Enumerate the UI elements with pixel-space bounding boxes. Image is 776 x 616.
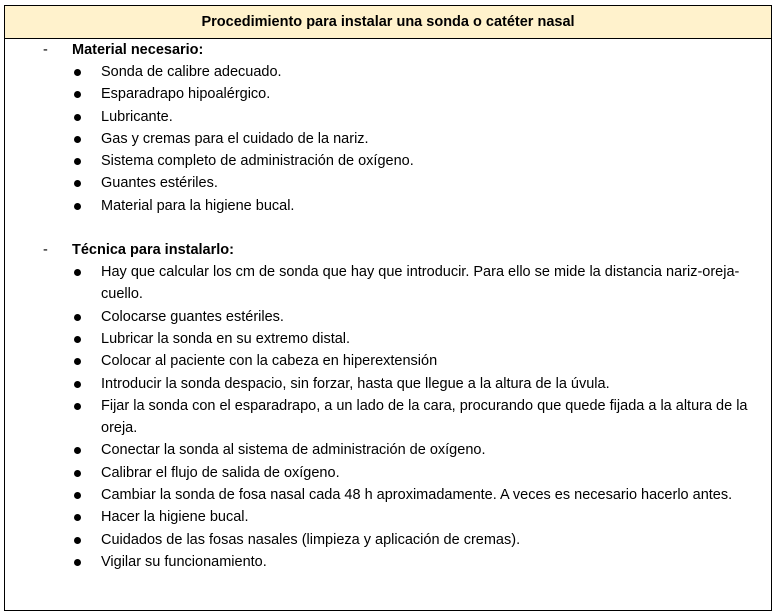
section-technique bbox=[5, 239, 771, 573]
procedure-table bbox=[4, 5, 772, 611]
list-item-text: Colocarse guantes estériles. bbox=[101, 308, 284, 325]
list-item bbox=[5, 373, 771, 395]
material-list bbox=[5, 61, 771, 217]
bullet-dot-icon bbox=[74, 136, 81, 143]
bullet-dot-icon bbox=[74, 514, 81, 521]
list-item-text: Cambiar la sonda de fosa nasal cada 48 h aproximadamente. A veces es necesario hacerlo antes. bbox=[101, 487, 733, 504]
table-body bbox=[5, 39, 771, 573]
list-item-text: Esparadrapo hipoalérgico. bbox=[101, 86, 271, 103]
section-material bbox=[5, 39, 771, 217]
section-heading bbox=[5, 239, 771, 261]
list-item bbox=[5, 395, 771, 440]
technique-list bbox=[5, 261, 771, 573]
list-item-text: Introducir la sonda despacio, sin forzar, hasta que llegue a la altura de la úvula. bbox=[101, 375, 610, 392]
list-item-text: Sistema completo de administración de oxígeno. bbox=[101, 153, 414, 170]
section-heading bbox=[5, 39, 771, 61]
list-item bbox=[5, 306, 771, 328]
page-title: Procedimiento para instalar una sonda o catéter nasal bbox=[201, 14, 575, 30]
list-item bbox=[5, 195, 771, 217]
bullet-dot-icon bbox=[74, 114, 81, 121]
table-header bbox=[5, 6, 771, 39]
list-item-text: Gas y cremas para el cuidado de la nariz. bbox=[101, 130, 369, 147]
section-title-material: Material necesario: bbox=[72, 42, 204, 58]
list-item bbox=[5, 83, 771, 105]
list-item bbox=[5, 350, 771, 372]
list-item bbox=[5, 128, 771, 150]
list-item bbox=[5, 462, 771, 484]
bullet-dot-icon bbox=[74, 358, 81, 365]
list-item-text: Material para la higiene bucal. bbox=[101, 197, 295, 214]
list-item-text: Cuidados de las fosas nasales (limpieza y aplicación de cremas). bbox=[101, 531, 521, 548]
list-item bbox=[5, 506, 771, 528]
section-title-technique: Técnica para instalarlo: bbox=[72, 242, 234, 259]
list-item-text: Fijar la sonda con el esparadrapo, a un lado de la cara, procurando que quede fijada a la altura de la oreja. bbox=[101, 397, 748, 437]
list-item bbox=[5, 439, 771, 461]
list-item bbox=[5, 61, 771, 83]
list-item-text: Guantes estériles. bbox=[101, 175, 218, 192]
dash-marker: - bbox=[43, 242, 48, 259]
list-item bbox=[5, 484, 771, 506]
bullet-dot-icon bbox=[74, 470, 81, 477]
dash-marker: - bbox=[43, 42, 48, 58]
list-item bbox=[5, 261, 771, 306]
list-item-text: Hacer la higiene bucal. bbox=[101, 509, 249, 526]
bullet-dot-icon bbox=[74, 403, 81, 410]
bullet-dot-icon bbox=[74, 537, 81, 544]
bullet-dot-icon bbox=[74, 447, 81, 454]
bullet-dot-icon bbox=[74, 314, 81, 321]
bullet-dot-icon bbox=[74, 336, 81, 343]
bullet-dot-icon bbox=[74, 269, 81, 276]
list-item bbox=[5, 106, 771, 128]
list-item-text: Colocar al paciente con la cabeza en hiperextensión bbox=[101, 353, 438, 370]
list-item-text: Vigilar su funcionamiento. bbox=[101, 553, 267, 570]
list-item bbox=[5, 172, 771, 194]
bullet-dot-icon bbox=[74, 180, 81, 187]
bullet-dot-icon bbox=[74, 158, 81, 165]
list-item bbox=[5, 529, 771, 551]
bullet-dot-icon bbox=[74, 381, 81, 388]
bullet-dot-icon bbox=[74, 559, 81, 566]
bullet-dot-icon bbox=[74, 91, 81, 98]
list-item bbox=[5, 551, 771, 573]
list-item-text: Conectar la sonda al sistema de administración de oxígeno. bbox=[101, 442, 486, 459]
list-item-text: Lubricar la sonda en su extremo distal. bbox=[101, 330, 351, 347]
section-spacer bbox=[5, 217, 771, 239]
bullet-dot-icon bbox=[74, 203, 81, 210]
list-item-text: Lubricante. bbox=[101, 108, 173, 125]
list-item bbox=[5, 150, 771, 172]
list-item bbox=[5, 328, 771, 350]
list-item-text: Sonda de calibre adecuado. bbox=[101, 64, 282, 80]
bullet-dot-icon bbox=[74, 69, 81, 76]
list-item-text: Hay que calcular los cm de sonda que hay que introducir. Para ello se mide la distancia nariz-oreja-cuello. bbox=[101, 264, 740, 303]
list-item-text: Calibrar el flujo de salida de oxígeno. bbox=[101, 464, 340, 481]
bullet-dot-icon bbox=[74, 492, 81, 499]
